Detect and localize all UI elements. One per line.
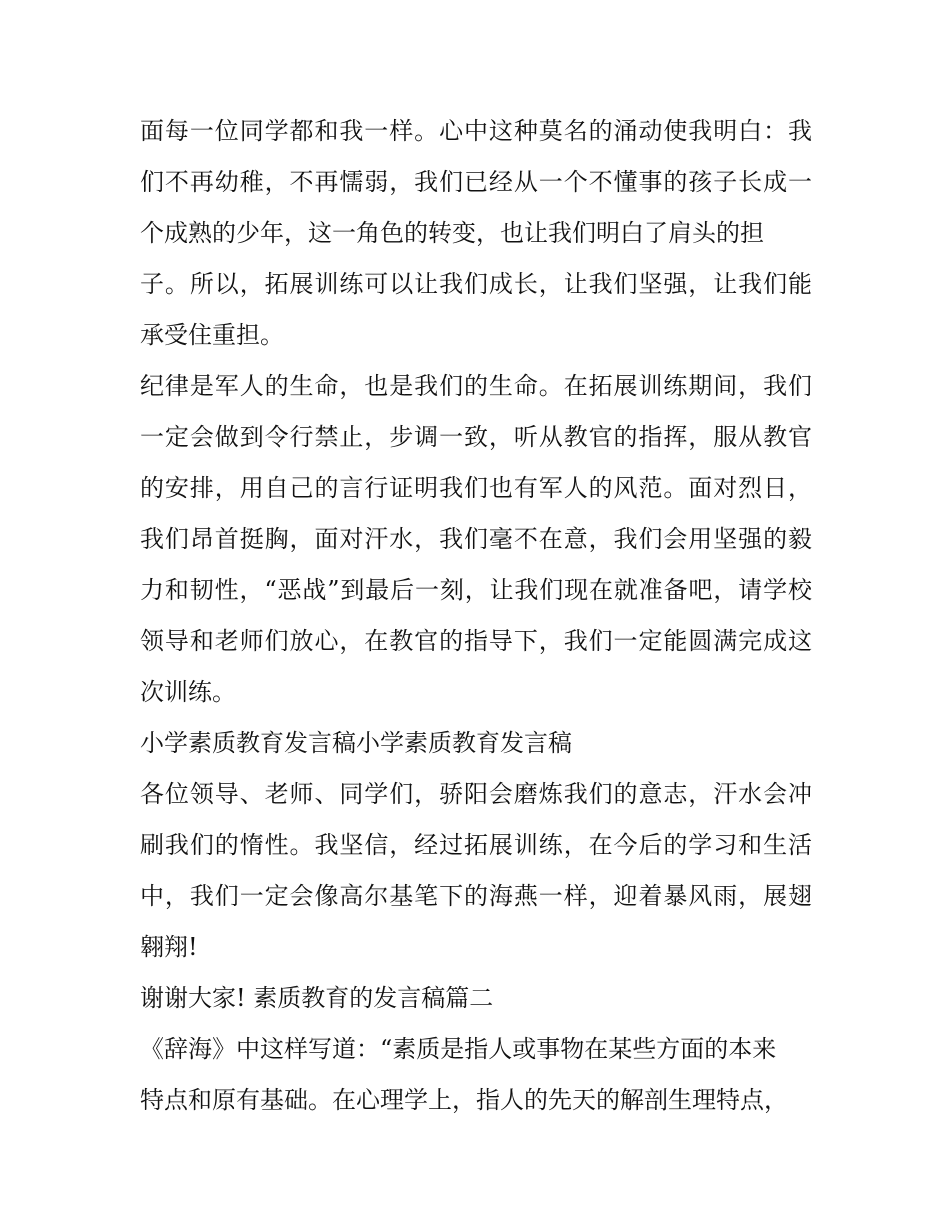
text-line: 纪律是军人的生命，也是我们的生命。在拓展训练期间，我们 (140, 372, 812, 400)
text-line: 次训练。 (140, 678, 236, 706)
text-line: 承受住重担。 (140, 321, 284, 349)
text-line: 各位领导、老师、同学们，骄阳会磨炼我们的意志，汗水会冲 (140, 780, 812, 808)
section-heading: 谢谢大家! 素质教育的发言稿篇二 (140, 984, 494, 1012)
document-body (140, 106, 812, 1126)
text-line: 力和韧性，“恶战”到最后一刻，让我们现在就准备吧，请学校 (140, 576, 812, 604)
text-line: 中，我们一定会像高尔基笔下的海燕一样，迎着暴风雨，展翅 (140, 882, 812, 910)
text-line: 们不再幼稚，不再懦弱，我们已经从一个不懂事的孩子长成一 (140, 168, 812, 196)
text-line: 特点和原有基础。在心理学上，指人的先天的解剖生理特点， (140, 1086, 788, 1114)
text-line: 翱翔! (140, 933, 198, 961)
text-line: 刷我们的惰性。我坚信，经过拓展训练，在今后的学习和生活 (140, 831, 812, 859)
section-heading: 小学素质教育发言稿小学素质教育发言稿 (140, 729, 572, 757)
text-line: 个成熟的少年，这一角色的转变，也让我们明白了肩头的担 (140, 219, 764, 247)
text-line: 《辞海》中这样写道：“素质是指人或事物在某些方面的本来 (140, 1035, 777, 1063)
text-line: 领导和老师们放心，在教官的指导下，我们一定能圆满完成这 (140, 627, 812, 655)
text-line: 我们昂首挺胸，面对汗水，我们毫不在意，我们会用坚强的毅 (140, 525, 812, 553)
text-line: 子。所以，拓展训练可以让我们成长，让我们坚强，让我们能 (140, 270, 812, 298)
text-line: 面每一位同学都和我一样。心中这种莫名的涌动使我明白：我 (140, 117, 812, 145)
text-line: 一定会做到令行禁止，步调一致，听从教官的指挥，服从教官 (140, 423, 812, 451)
text-line: 的安排，用自己的言行证明我们也有军人的风范。面对烈日， (140, 474, 812, 502)
